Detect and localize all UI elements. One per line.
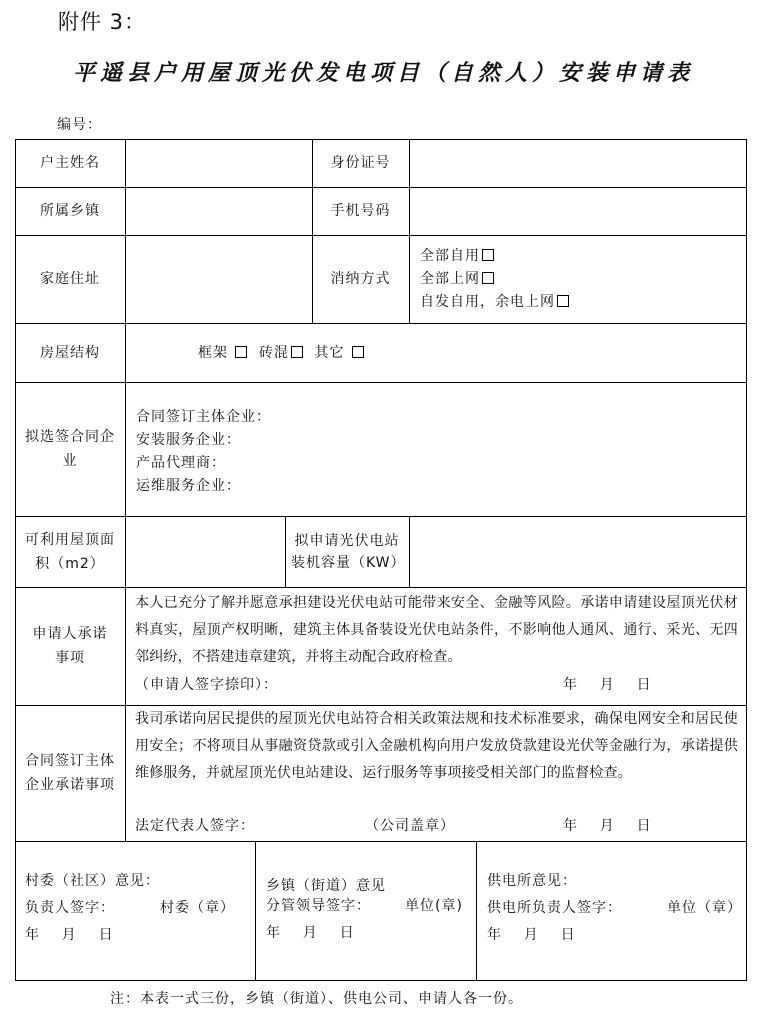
company-commitment-label: 合同签订主体企业承诺事项: [25, 753, 115, 793]
checkbox[interactable]: [291, 346, 303, 358]
checkbox[interactable]: [235, 346, 247, 358]
applicant-sign-label: （申请人签字捺印）：: [135, 677, 278, 693]
applicant-commitment-label: 申请人承诺事项: [32, 626, 108, 666]
town-sign-label: 分管领导签字：: [266, 898, 371, 914]
roof-area-label: 可利用屋顶面积（m2）: [25, 531, 115, 572]
structure-label: 房屋结构: [40, 344, 100, 361]
town-opinion-label: 乡镇（街道）意见: [266, 878, 386, 894]
option-other[interactable]: 其它: [314, 345, 363, 361]
capacity-label: 拟申请光伏电站装机容量（KW）: [291, 532, 406, 571]
village-date: 年 月 日: [25, 927, 114, 943]
consumption-mode-label: 消纳方式: [330, 271, 391, 287]
phone-label: 手机号码: [330, 203, 391, 219]
product-agent: 产品代理商：: [136, 455, 226, 471]
town-date: 年 月 日: [266, 925, 355, 941]
option-brick[interactable]: 砖混: [259, 345, 303, 361]
town-seal-label: 单位(章): [405, 898, 463, 914]
legal-rep-sign-label: 法定代表人签字：: [135, 818, 255, 834]
address-label: 家庭住址: [40, 271, 100, 287]
structure-options: [198, 342, 364, 365]
id-number-label: 身份证号: [330, 155, 391, 171]
company-commitment-text: 我司承诺向居民提供的屋顶光伏电站符合相关政策法规和技术标准要求，确保电网安全和居民使用安全；不将项目从事融资贷款或引入金融机构向用户发放贷款建设光伏等金融行为，承诺提供维修服务，并就屋顶光伏电站建设、运行服务等事项接受相关部门的监督检查。: [135, 711, 738, 781]
power-opinion-label: 供电所意见：: [487, 873, 577, 889]
applicant-commitment-text: 本人已充分了解并愿意承担建设光伏电站可能带来安全、金融等风险。承诺申请建设屋顶光伏材料真实，屋顶产权明晰，建筑主体具备装设光伏电站条件，不影响他人通风、通行、采光、无四邻纠纷，不搭建违章建筑，并将主动配合政府检查。: [135, 595, 738, 665]
application-form-table: [15, 139, 747, 981]
power-date: 年 月 日: [487, 927, 576, 943]
contract-subject-company: 合同签订主体企业：: [136, 409, 271, 425]
village-opinion-label: 村委（社区）意见：: [25, 873, 160, 889]
applicant-date: 年 月 日: [563, 677, 652, 693]
company-date: 年 月 日: [563, 818, 652, 834]
option-self-use[interactable]: 全部自用: [420, 245, 494, 268]
option-frame[interactable]: 框架: [198, 345, 247, 361]
footer-note: 注：本表一式三份，乡镇（街道）、供电公司、申请人各一份。: [110, 991, 523, 1007]
maintenance-company: 运维服务企业：: [136, 478, 241, 494]
checkbox[interactable]: [482, 249, 494, 261]
installation-company: 安装服务企业：: [136, 432, 241, 448]
power-seal-label: 单位（章）: [667, 900, 742, 916]
attachment-label: 附件 3：: [58, 10, 147, 34]
village-sign-label: 负责人签字：: [25, 900, 115, 916]
checkbox[interactable]: [557, 295, 569, 307]
village-seal-label: 村委（章）: [160, 900, 235, 916]
power-sign-label: 供电所负责人签字：: [487, 900, 622, 916]
option-grid-all[interactable]: 全部上网: [420, 268, 494, 291]
company-seal-label: （公司盖章）: [365, 818, 455, 834]
owner-name-label: 户主姓名: [40, 155, 100, 171]
checkbox[interactable]: [482, 272, 494, 284]
township-label: 所属乡镇: [40, 203, 100, 219]
checkbox[interactable]: [352, 346, 364, 358]
contract-company-label: 拟选签合同企业: [25, 429, 115, 469]
serial-number-label: 编号：: [57, 117, 102, 133]
form-title: 平遥县户用屋顶光伏发电项目（自然人）安装申请表: [72, 61, 694, 86]
option-surplus-grid[interactable]: 自发自用，余电上网: [420, 291, 569, 314]
